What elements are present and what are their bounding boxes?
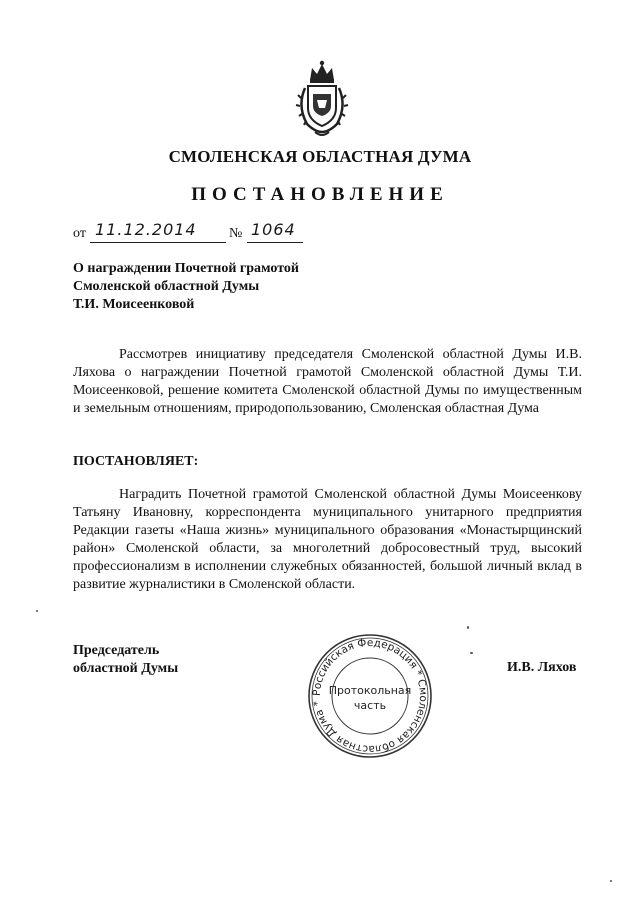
stamp-center-line: часть: [353, 699, 387, 712]
number-label: №: [229, 226, 243, 241]
preamble-paragraph: Рассмотрев инициативу председателя Смоленской областной Думы И.В. Ляхова о награждении Почетной грамотой Смоленской областной Думы Т.И. Моисеенковой, решение комитета Смоленской областной Думы по имущественным и земельным отношениям, природопользованию, Смоленская областная Дума: [73, 347, 582, 416]
subject-line: Смоленской областной Думы: [73, 279, 260, 294]
coat-of-arms-icon: [295, 58, 349, 140]
date-underline: [90, 242, 226, 243]
scan-speck: [467, 626, 469, 629]
document-type-title: ПОСТАНОВЛЕНИЕ: [191, 184, 449, 205]
scan-speck: [470, 652, 473, 654]
signatory-title-line: Председатель: [73, 643, 160, 658]
resolution-paragraph: Наградить Почетной грамотой Смоленской областной Думы Моисеенкову Татьяну Ивановну, корреспондента муниципального унитарного предприятия Редакции газеты «Наша жизнь» муниципального образования «Монастырщинский район» Смоленской области, за многолетний добросовестный труд, высокий профессионализм в исполнении служебных обязанностей, большой личный вклад в развитие журналистики в Смоленской области.: [73, 487, 582, 592]
date-number-line: [73, 220, 373, 246]
stamp-center-line: Протокольная: [328, 684, 412, 697]
number-underline: [247, 242, 303, 243]
date-from-label: от: [73, 226, 86, 241]
signatory-title-line: областной Думы: [73, 661, 179, 676]
handwritten-number: 1064: [251, 220, 296, 239]
organization-title: СМОЛЕНСКАЯ ОБЛАСТНАЯ ДУМА: [168, 147, 472, 166]
document-subject: [73, 260, 453, 314]
scan-speck: [610, 880, 612, 882]
stamp-ring-text: Российская Федерация * Смоленская областная Дума *: [310, 636, 430, 756]
resolves-heading: ПОСТАНОВЛЯЕТ:: [73, 454, 199, 469]
signatory-title: [73, 642, 273, 678]
signatory-name: И.В. Ляхов: [507, 660, 577, 675]
handwritten-date: 11.12.2014: [95, 220, 197, 239]
subject-line: Т.И. Моисеенковой: [73, 297, 195, 312]
subject-line: О награждении Почетной грамотой: [73, 261, 299, 276]
scan-speck: [36, 610, 38, 612]
official-stamp: [306, 632, 434, 760]
